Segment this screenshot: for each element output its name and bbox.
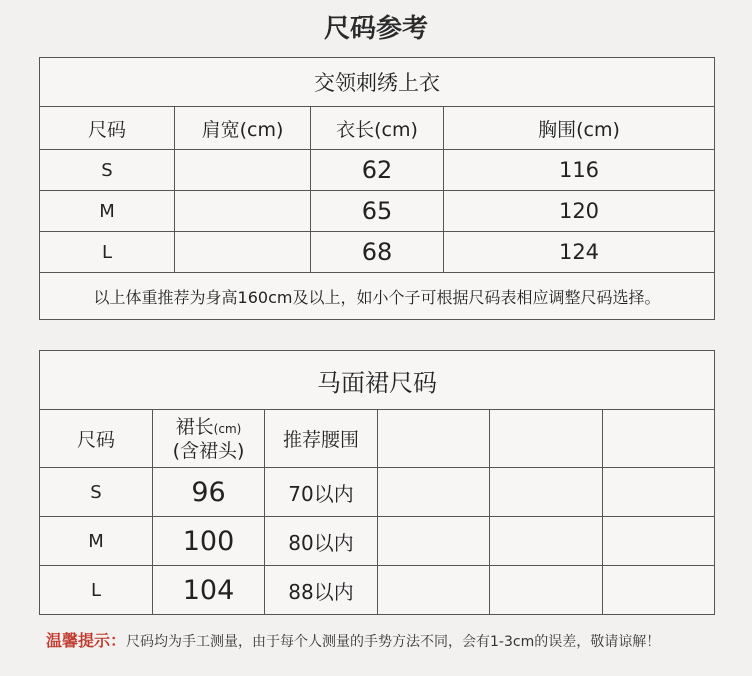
skirt-size-table xyxy=(39,350,715,615)
shoulder-cell xyxy=(175,150,311,191)
length-cell: 65 xyxy=(311,191,444,232)
skirt-length-unit: (cm) xyxy=(213,421,242,436)
size-cell: M xyxy=(40,191,175,232)
tip-text: 尺码均为手工测量，由于每个人测量的手势方法不同，会有1-3cm的误差，敬请谅解！ xyxy=(126,634,661,650)
skirt-length-sub: (含裙头) xyxy=(172,439,245,462)
size-cell: M xyxy=(40,517,153,566)
waist-cell: 88以内 xyxy=(265,566,378,615)
skirt-table-caption: 马面裙尺码 xyxy=(40,351,715,410)
header-length: 衣长(cm) xyxy=(311,107,444,150)
table-row xyxy=(40,566,715,615)
table-row xyxy=(40,468,715,517)
header-size: 尺码 xyxy=(40,410,153,468)
header-shoulder: 肩宽(cm) xyxy=(175,107,311,150)
length-cell: 104 xyxy=(153,566,265,615)
empty-cell xyxy=(603,566,715,615)
chest-cell: 116 xyxy=(444,150,715,191)
table-row xyxy=(40,232,715,273)
waist-cell: 80以内 xyxy=(265,517,378,566)
empty-cell xyxy=(490,517,603,566)
size-note: 以上体重推荐为身高160cm及以上，如小个子可根据尺码表相应调整尺码选择。 xyxy=(40,273,715,320)
waist-cell: 70以内 xyxy=(265,468,378,517)
top-table-caption: 交领刺绣上衣 xyxy=(40,58,715,107)
top-size-table xyxy=(39,57,715,320)
table-row xyxy=(40,150,715,191)
chest-cell: 124 xyxy=(444,232,715,273)
empty-cell xyxy=(378,410,490,468)
shoulder-cell xyxy=(175,191,311,232)
length-cell: 96 xyxy=(153,468,265,517)
header-chest: 胸围(cm) xyxy=(444,107,715,150)
empty-cell xyxy=(490,410,603,468)
empty-cell xyxy=(490,566,603,615)
header-size: 尺码 xyxy=(40,107,175,150)
empty-cell xyxy=(490,468,603,517)
shoulder-cell xyxy=(175,232,311,273)
empty-cell xyxy=(378,517,490,566)
size-cell: L xyxy=(40,232,175,273)
length-cell: 68 xyxy=(311,232,444,273)
tip-label: 温馨提示： xyxy=(46,631,127,650)
page-title: 尺码参考 xyxy=(323,14,428,44)
size-cell: L xyxy=(40,566,153,615)
size-cell: S xyxy=(40,150,175,191)
chest-cell: 120 xyxy=(444,191,715,232)
header-skirt-length xyxy=(153,410,265,468)
skirt-length-label: 裙长 xyxy=(175,415,214,438)
warm-tip xyxy=(46,628,660,651)
empty-cell xyxy=(603,517,715,566)
empty-cell xyxy=(378,468,490,517)
header-waist: 推荐腰围 xyxy=(265,410,378,468)
empty-cell xyxy=(378,566,490,615)
size-cell: S xyxy=(40,468,153,517)
table-row xyxy=(40,517,715,566)
length-cell: 100 xyxy=(153,517,265,566)
empty-cell xyxy=(603,410,715,468)
length-cell: 62 xyxy=(311,150,444,191)
table-row xyxy=(40,191,715,232)
empty-cell xyxy=(603,468,715,517)
